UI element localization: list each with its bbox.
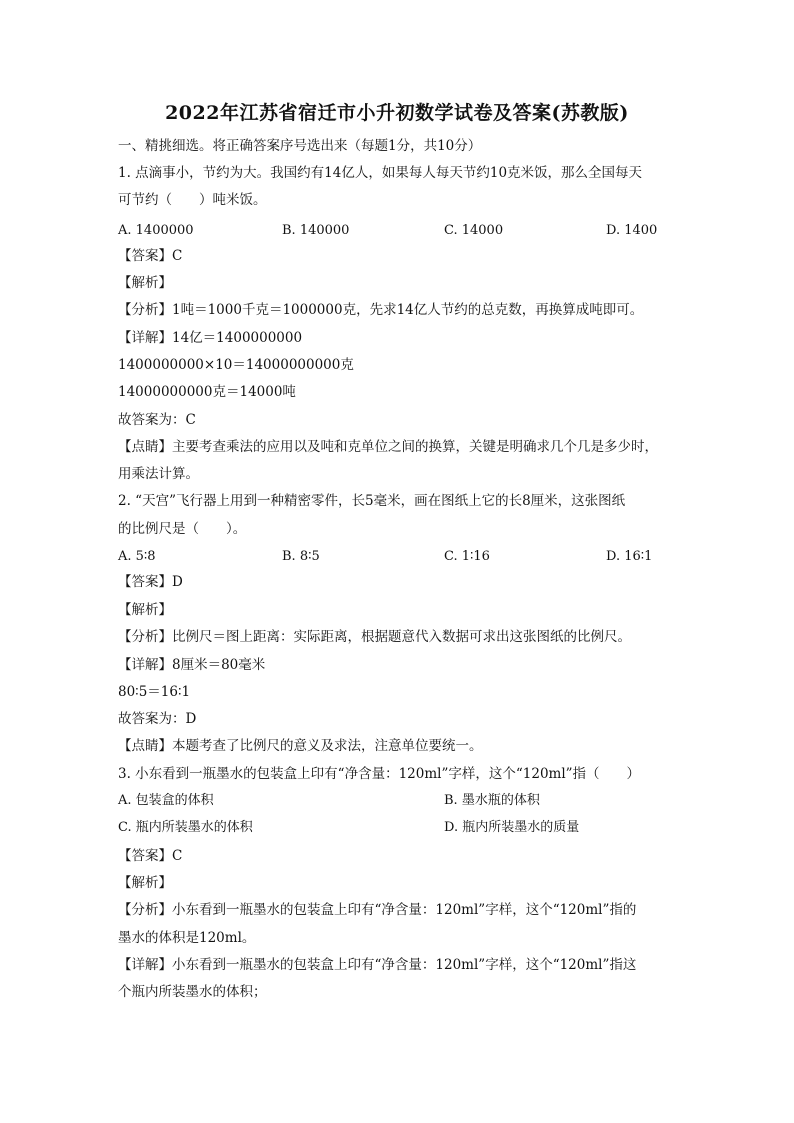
q1-stem-line2: 可节约（ ）吨米饭。: [118, 192, 267, 208]
q1-detail-2: 1400000000×10＝14000000000克: [118, 357, 354, 373]
q1-comment-1: 【点睛】主要考查乘法的应用以及吨和克单位之间的换算，关键是明确求几个几是多少时，: [118, 439, 658, 455]
q3-stem-line1: 3. 小东看到一瓶墨水的包装盒上印有“净含量：120ml”字样，这个“120ml”指（ ）: [118, 766, 641, 782]
q3-detail-1: 【详解】小东看到一瓶墨水的包装盒上印有“净含量：120ml”字样，这个“120ml”指这: [118, 957, 637, 973]
q2-fenxi: 【分析】比例尺＝图上距离：实际距离，根据题意代入数据可求出这张图纸的比例尺。: [118, 629, 631, 645]
q1-conclusion: 故答案为：C: [118, 412, 196, 428]
q3-fenxi-2: 墨水的体积是120ml。: [118, 930, 256, 946]
q2-conclusion: 故答案为：D: [118, 711, 197, 727]
q3-analysis: 【解析】: [118, 875, 172, 891]
q1-stem-line1: 1. 点滴事小，节约为大。我国约有14亿人，如果每人每天节约10克米饭，那么全国每天: [118, 165, 643, 181]
page-title: 2022年江苏省宿迁市小升初数学试卷及答案(苏教版): [165, 102, 629, 124]
q2-comment: 【点睛】本题考查了比例尺的意义及求法，注意单位要统一。: [118, 738, 483, 754]
q2-answer: 【答案】D: [118, 574, 183, 590]
q1-option-d: D. 1400: [606, 223, 658, 238]
q3-option-a: A. 包装盒的体积: [118, 793, 214, 808]
q3-answer: 【答案】C: [118, 848, 183, 864]
q2-option-a: A. 5∶8: [118, 549, 156, 564]
section-heading: 一、精挑细选。将正确答案序号选出来（每题1分，共10分）: [118, 138, 482, 154]
q1-option-b: B. 140000: [282, 223, 350, 238]
q3-fenxi-1: 【分析】小东看到一瓶墨水的包装盒上印有“净含量：120ml”字样，这个“120ml”指的: [118, 902, 637, 918]
q3-detail-2: 个瓶内所装墨水的体积；: [118, 984, 267, 1000]
q2-stem-line1: 2. “天宫”飞行器上用到一种精密零件，长5毫米，画在图纸上它的长8厘米，这张图纸: [118, 493, 626, 509]
q2-analysis: 【解析】: [118, 602, 172, 618]
q1-option-a: A. 1400000: [118, 223, 194, 238]
q2-option-d: D. 16∶1: [606, 549, 653, 564]
q1-analysis: 【解析】: [118, 275, 172, 291]
q2-detail-2: 80∶5＝16∶1: [118, 684, 191, 700]
q1-detail-3: 14000000000克＝14000吨: [118, 384, 296, 400]
q1-answer: 【答案】C: [118, 248, 183, 264]
q1-detail-1: 【详解】14亿＝1400000000: [118, 330, 303, 346]
q3-option-d: D. 瓶内所装墨水的质量: [444, 820, 580, 835]
q2-stem-line2: 的比例尺是（ ）。: [118, 521, 247, 537]
q1-comment-2: 用乘法计算。: [118, 466, 199, 482]
q1-option-c: C. 14000: [444, 223, 504, 238]
q3-option-c: C. 瓶内所装墨水的体积: [118, 820, 253, 835]
q3-option-b: B. 墨水瓶的体积: [444, 793, 540, 808]
q1-fenxi: 【分析】1吨＝1000千克＝1000000克，先求14亿人节约的总克数，再换算成吨即可。: [118, 302, 644, 318]
q2-detail-1: 【详解】8厘米＝80毫米: [118, 657, 266, 673]
q2-option-b: B. 8∶5: [282, 549, 320, 564]
q2-option-c: C. 1∶16: [444, 549, 490, 564]
